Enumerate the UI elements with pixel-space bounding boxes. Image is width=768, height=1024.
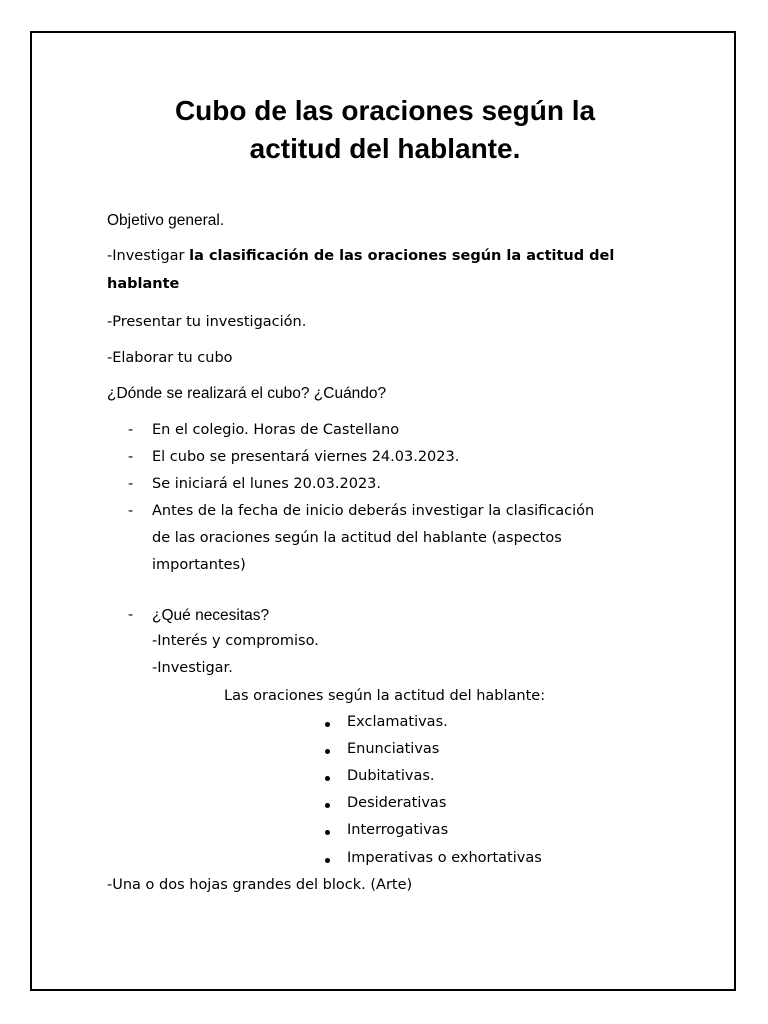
objective-investigate-topic: la clasificación de las oraciones según la actitud del [189, 248, 615, 264]
sentence-type-item: Dubitativas. [347, 768, 435, 784]
dash-marker: - [128, 449, 134, 465]
sentence-type-item: Exclamativas. [347, 714, 448, 730]
detail-item: Se iniciará el lunes 20.03.2023. [152, 476, 382, 492]
objective-present: -Presentar tu investigación. [107, 314, 307, 330]
detail-item: Antes de la fecha de inicio deberás investigar la clasificación [152, 503, 595, 519]
where-when-heading: ¿Dónde se realizará el cubo? ¿Cuándo? [107, 385, 387, 402]
bullet-dot [325, 776, 330, 781]
bullet-dot [325, 858, 330, 863]
detail-item: El cubo se presentará viernes 24.03.2023. [152, 449, 460, 465]
dash-marker: - [128, 422, 134, 438]
needs-research: -Investigar. [152, 660, 233, 676]
sentence-type-item: Interrogativas [347, 822, 449, 838]
dash-marker: - [128, 607, 134, 623]
needs-question: ¿Qué necesitas? [152, 607, 270, 624]
objective-heading: Objetivo general. [107, 212, 225, 229]
needs-interest: -Interés y compromiso. [152, 633, 319, 649]
bullet-dot [325, 749, 330, 754]
objective-build: -Elaborar tu cubo [107, 350, 233, 366]
objective-investigate [107, 248, 614, 264]
page-title [60, 92, 710, 168]
sentence-type-item: Enunciativas [347, 741, 440, 757]
bullet-dot [325, 722, 330, 727]
bullet-dot [325, 803, 330, 808]
bullet-dot [325, 830, 330, 835]
dash-marker: - [128, 476, 134, 492]
materials-line: -Una o dos hojas grandes del block. (Arte) [107, 877, 413, 893]
detail-item: En el colegio. Horas de Castellano [152, 422, 400, 438]
title-line-2: actitud del hablante. [249, 133, 521, 164]
detail-item-continued: de las oraciones según la actitud del hablante (aspectos [152, 530, 562, 546]
detail-item-continued: importantes) [152, 557, 246, 573]
sentence-types-heading: Las oraciones según la actitud del hablante: [224, 688, 546, 704]
objective-investigate-topic-end: hablante [107, 276, 180, 292]
objective-investigate-prefix: -Investigar [107, 248, 190, 264]
sentence-type-item: Imperativas o exhortativas [347, 850, 542, 866]
sentence-type-item: Desiderativas [347, 795, 447, 811]
dash-marker: - [128, 503, 134, 519]
title-line-1: Cubo de las oraciones según la [174, 95, 596, 126]
